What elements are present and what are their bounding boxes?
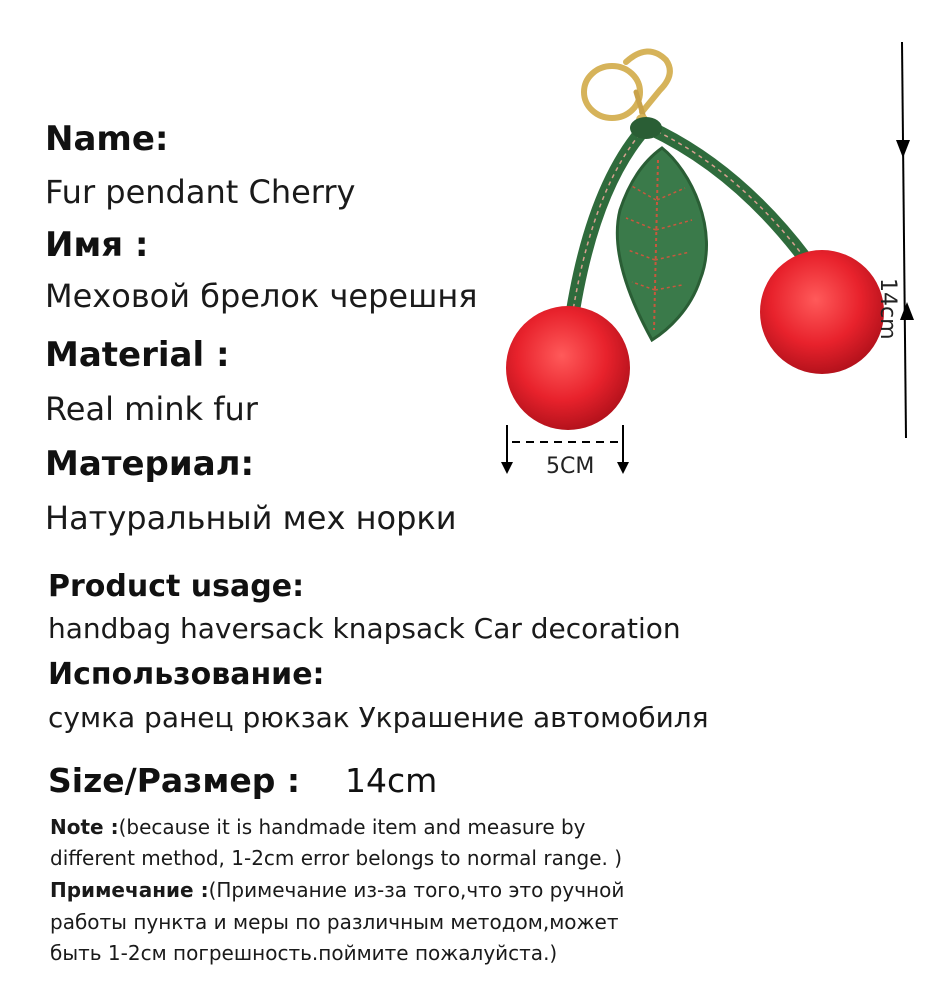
cherry-keychain-illustration (470, 30, 945, 500)
usage-value-ru: сумка ранец рюкзак Украшение автомобиля (48, 701, 709, 734)
material-value-en: Real mink fur (45, 390, 258, 428)
note-text-ru-2: работы пункта и меры по различным методом,может (50, 910, 619, 934)
material-value-ru: Натуральный мех норки (45, 499, 457, 537)
material-heading-en: Material : (45, 335, 230, 375)
note-text-ru-1: (Примечание из-за того,что это ручной (208, 878, 625, 902)
note-ru-line-1 (50, 880, 624, 900)
usage-heading-ru: Использование: (48, 657, 325, 692)
name-heading-ru: Имя : (45, 225, 149, 265)
note-label-en: Note : (50, 815, 119, 839)
height-dimension-marker (896, 42, 914, 438)
size-value: 14cm (345, 761, 438, 800)
height-dimension-label: 14cm (875, 278, 900, 340)
name-heading-en: Name: (45, 119, 169, 159)
material-heading-ru: Материал: (45, 444, 255, 484)
stem-knot (630, 117, 662, 139)
note-text-ru-3: быть 1-2см погрешность.поймите пожалуйста.) (50, 941, 558, 965)
name-value-ru: Меховой брелок черешня (45, 277, 478, 315)
size-label: Size/Размер : (48, 761, 301, 800)
right-cherry-fur-ball (760, 250, 884, 374)
left-cherry-fur-ball (506, 306, 630, 430)
key-ring-icon (584, 51, 670, 126)
leaf-icon (617, 148, 706, 340)
note-text-en-1: (because it is handmade item and measure by (118, 815, 586, 839)
note-en-line-1 (50, 817, 586, 837)
note-label-ru: Примечание : (50, 878, 209, 902)
width-dimension-label: 5CM (546, 454, 595, 479)
note-text-en-2: different method, 1-2cm error belongs to normal range. ) (50, 846, 623, 870)
usage-value-en: handbag haversack knapsack Car decoration (48, 612, 681, 645)
name-value-en: Fur pendant Cherry (45, 173, 356, 211)
usage-heading-en: Product usage: (48, 569, 305, 604)
